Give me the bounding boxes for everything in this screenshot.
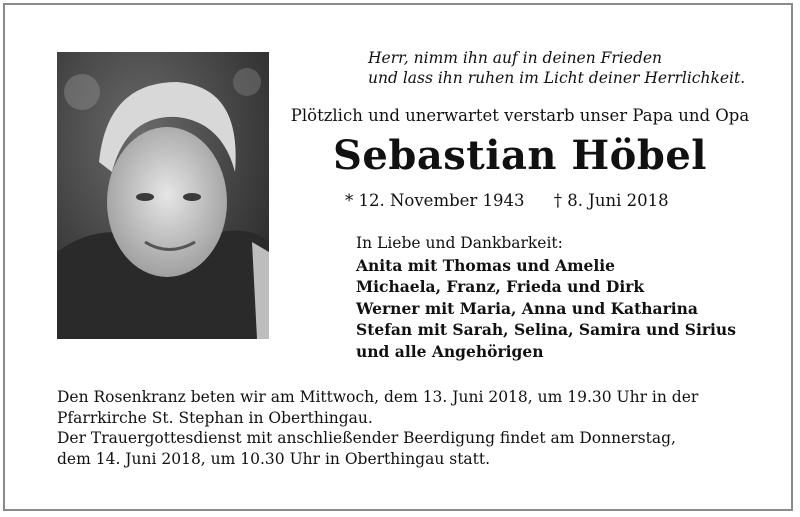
quote-line-1: Herr, nimm ihn auf in deinen Frieden [368, 49, 663, 67]
details-line: Der Trauergottesdienst mit anschließender Beerdigung findet am Donnerstag, [57, 429, 676, 447]
mourner-line: Anita mit Thomas und Amelie [356, 255, 616, 275]
birth-date: * 12. November 1943 [345, 191, 525, 210]
thanks-heading: In Liebe und Dankbarkeit: [356, 234, 563, 252]
portrait-photo [57, 52, 269, 339]
mourner-line: und alle Angehörigen [356, 341, 544, 361]
details-line: dem 14. Juni 2018, um 10.30 Uhr in Oberthingau statt. [57, 449, 491, 468]
details-line: Pfarrkirche St. Stephan in Oberthingau. [57, 408, 373, 427]
bible-quote [368, 48, 768, 88]
death-date: † 8. Juni 2018 [553, 191, 669, 210]
service-details [57, 387, 747, 469]
mourner-line: Werner mit Maria, Anna und Katharina [356, 298, 698, 318]
life-dates [345, 191, 725, 210]
mourners-list [356, 233, 776, 362]
deceased-name: Sebastian Höbel [333, 132, 707, 179]
quote-line-2: und lass ihn ruhen im Licht deiner Herrlichkeit. [368, 69, 746, 87]
details-line: Den Rosenkranz beten wir am Mittwoch, dem 13. Juni 2018, um 19.30 Uhr in der [57, 388, 699, 406]
intro-text: Plötzlich und unerwartet verstarb unser Papa und Opa [290, 106, 750, 125]
mourner-line: Stefan mit Sarah, Selina, Samira und Sirius [356, 320, 736, 339]
mourner-line: Michaela, Franz, Frieda und Dirk [356, 277, 645, 296]
portrait-image [57, 52, 269, 339]
